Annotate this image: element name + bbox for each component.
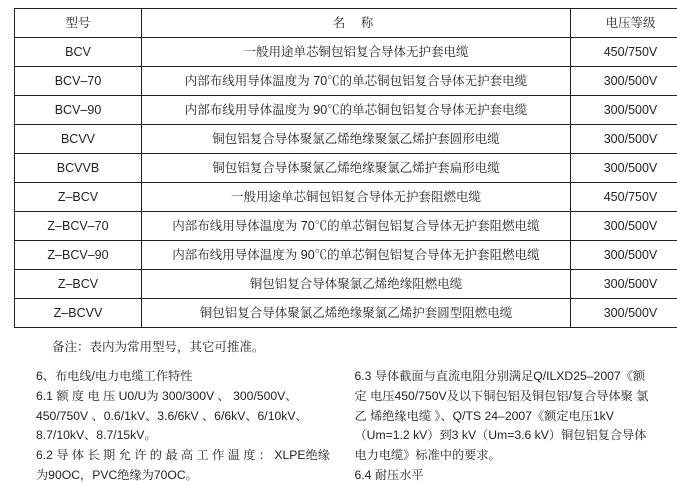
cell-voltage: 450/750V [571,183,677,212]
item-6-4: 6.4 耐压水平 [355,466,656,486]
table-note: 备注：表内为常用型号，其它可推准。 [52,337,663,355]
item-6-1: 6.1 额 度 电 压 U0/U为 300/300V 、 300/500V、450/750V 、0.6/1kV、3.6/6kV 、6/6kV、6/10kV、8.7/10kV、8.7/15kV。 [36,387,337,446]
cell-name: 一般用途单芯铜包铝复合导体无护套阻燃电缆 [142,183,571,212]
table-row [15,38,677,67]
cell-voltage: 300/500V [571,241,677,270]
table-row [15,212,677,241]
cell-model: BCV–70 [15,67,142,96]
cell-model: BCV [15,38,142,67]
table-row [15,125,677,154]
cell-name: 铜包铝复合导体聚氯乙烯绝缘聚氯乙烯护套圆型阻燃电缆 [142,299,571,328]
table-row [15,154,677,183]
header-voltage: 电压等级 [571,9,677,38]
cell-voltage: 300/500V [571,299,677,328]
cell-name: 铜包铝复合导体聚氯乙烯绝缘聚氯乙烯护套扁形电缆 [142,154,571,183]
cell-voltage: 300/500V [571,96,677,125]
cell-name: 铜包铝复合导体聚氯乙烯绝缘聚氯乙烯护套圆形电缆 [142,125,571,154]
cell-voltage: 300/500V [571,212,677,241]
cell-voltage: 300/500V [571,154,677,183]
cell-model: BCVVB [15,154,142,183]
cell-model: Z–BCVV [15,299,142,328]
header-name: 名 称 [333,16,379,30]
table-header-row [15,9,677,38]
table-row [15,67,677,96]
cell-model: Z–BCV [15,270,142,299]
cell-model: BCV–90 [15,96,142,125]
header-model: 型号 [15,9,142,38]
body-columns [14,367,663,486]
left-column [36,367,337,486]
cell-name: 内部布线用导体温度为 90℃的单芯铜包铝复合导体无护套电缆 [142,96,571,125]
cable-spec-table [14,8,677,328]
cell-model: Z–BCV–70 [15,212,142,241]
table-body [15,9,677,328]
cell-voltage: 300/500V [571,270,677,299]
cell-model: Z–BCV–90 [15,241,142,270]
cell-name: 内部布线用导体温度为 70℃的单芯铜包铝复合导体无护套电缆 [142,67,571,96]
table-row [15,96,677,125]
section-title-6: 6、布电线/电力电缆工作特性 [36,367,337,387]
cell-voltage: 450/750V [571,38,677,67]
item-6-2: 6.2 导 体 长 期 允 许 的 最 高 工 作 温 度 ： XLPE绝缘 为90OC，PVC绝缘为70OC。 [36,446,337,486]
table-row [15,299,677,328]
cell-name: 内部布线用导体温度为 70℃的单芯铜包铝复合导体无护套阻燃电缆 [142,212,571,241]
cell-voltage: 300/500V [571,125,677,154]
cell-model: BCVV [15,125,142,154]
cell-name: 一般用途单芯铜包铝复合导体无护套电缆 [142,38,571,67]
item-6-3: 6.3 导体截面与直流电阻分别满足Q/ILXD25–2007《额 定 电压450/750V及以下铜包铝及铜包铝/复合导体聚 氯 乙 烯绝缘电缆 》、Q/TS 24–2007《额定电压1kV（Um=1.2 kV）到3 kV（Um=3.6 kV）铜包铝复合导体电力电缆》标准中的要求。 [355,367,656,466]
table-row [15,183,677,212]
cell-model: Z–BCV [15,183,142,212]
table-row [15,241,677,270]
right-column [355,367,656,486]
cell-name: 内部布线用导体温度为 90℃的单芯铜包铝复合导体无护套阻燃电缆 [142,241,571,270]
table-row [15,270,677,299]
cell-name: 铜包铝复合导体聚氯乙烯绝缘阻燃电缆 [142,270,571,299]
cell-voltage: 300/500V [571,67,677,96]
